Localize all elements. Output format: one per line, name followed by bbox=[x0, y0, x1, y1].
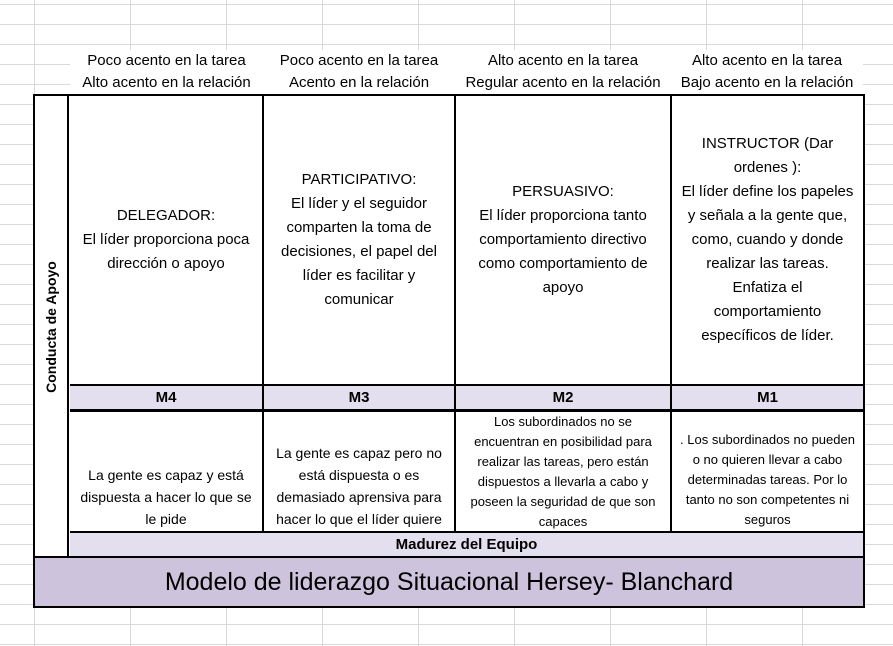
maturity-m3: M3 bbox=[264, 386, 454, 409]
title-band bbox=[35, 558, 863, 606]
maturity-m2: M2 bbox=[456, 386, 670, 409]
description-m3-text: La gente es capaz pero no está dispuesta o es demasiado aprensiva para hacer lo que el líder quiere bbox=[276, 445, 442, 527]
header-col-4 bbox=[671, 50, 863, 94]
header-col-2 bbox=[263, 50, 455, 94]
style-cell-instructor bbox=[672, 96, 863, 384]
style-cell-delegador bbox=[70, 96, 262, 384]
style-title-delegador: DELEGADOR: bbox=[116, 207, 216, 224]
header-col-1 bbox=[70, 50, 263, 94]
style-title-persuasivo: PERSUASIVO: bbox=[512, 183, 614, 200]
style-text-participativo: El líder y el seguidor comparten la toma de decisiones, el papel del líder es facilitar y comunicar bbox=[281, 195, 437, 308]
style-title-participativo: PARTICIPATIVO: bbox=[301, 171, 417, 188]
description-m2-text: Los subordinados no se encuentran en posibilidad para realizar las tareas, pero están dispuestos a llevarla a cabo y poseen la seguridad de que son capaces bbox=[470, 413, 656, 529]
maturity-m1: M1 bbox=[672, 386, 863, 409]
description-m3 bbox=[264, 412, 454, 531]
divider-1 bbox=[262, 96, 264, 531]
header-col-2-line1: Poco acento en la tarea bbox=[279, 52, 439, 69]
header-col-3-line2: Regular acento en la relación bbox=[465, 74, 661, 91]
header-col-1-line1: Poco acento en la tarea bbox=[87, 52, 246, 69]
description-m1-text: . Los subordinados no pueden o no quieren llevar a cabo determinadas tareas. Por lo tanto no son competentes ni seguros bbox=[680, 432, 855, 527]
description-m1 bbox=[672, 412, 863, 531]
side-label-cell bbox=[35, 96, 69, 558]
maturity-m4: M4 bbox=[70, 386, 262, 409]
style-cell-participativo bbox=[264, 96, 454, 384]
description-m2 bbox=[456, 412, 670, 531]
side-label: Conducta de Apoyo bbox=[43, 261, 59, 393]
description-m4-text: La gente es capaz y está dispuesta a hacer lo que se le pide bbox=[80, 467, 252, 527]
divider-3 bbox=[670, 96, 672, 531]
header-col-2-line2: Acento en la relación bbox=[288, 74, 430, 91]
style-cell-persuasivo bbox=[456, 96, 670, 384]
page-title: Modelo de liderazgo Situacional Hersey- Blanchard bbox=[164, 567, 734, 596]
header-col-4-line1: Alto acento en la tarea bbox=[691, 52, 843, 69]
style-text-delegador: El líder proporciona poca dirección o apoyo bbox=[82, 231, 250, 272]
style-text-persuasivo: El líder proporciona tanto comportamiento directivo como comportamiento de apoyo bbox=[478, 207, 648, 296]
style-text-instructor: El líder define los papeles y señala a la gente que, como, cuando y donde realizar las tareas. Enfatiza el comportamiento específicos de líder. bbox=[681, 183, 854, 344]
divider-2 bbox=[454, 96, 456, 531]
header-col-4-line2: Bajo acento en la relación bbox=[680, 74, 854, 91]
style-title-instructor: INSTRUCTOR (Dar ordenes ): bbox=[701, 135, 834, 176]
header-col-1-line2: Alto acento en la relación bbox=[82, 74, 251, 91]
header-col-3 bbox=[455, 50, 671, 94]
header-col-3-line1: Alto acento en la tarea bbox=[487, 52, 639, 69]
description-m4 bbox=[70, 412, 262, 531]
footer-label: Madurez del Equipo bbox=[70, 533, 863, 556]
